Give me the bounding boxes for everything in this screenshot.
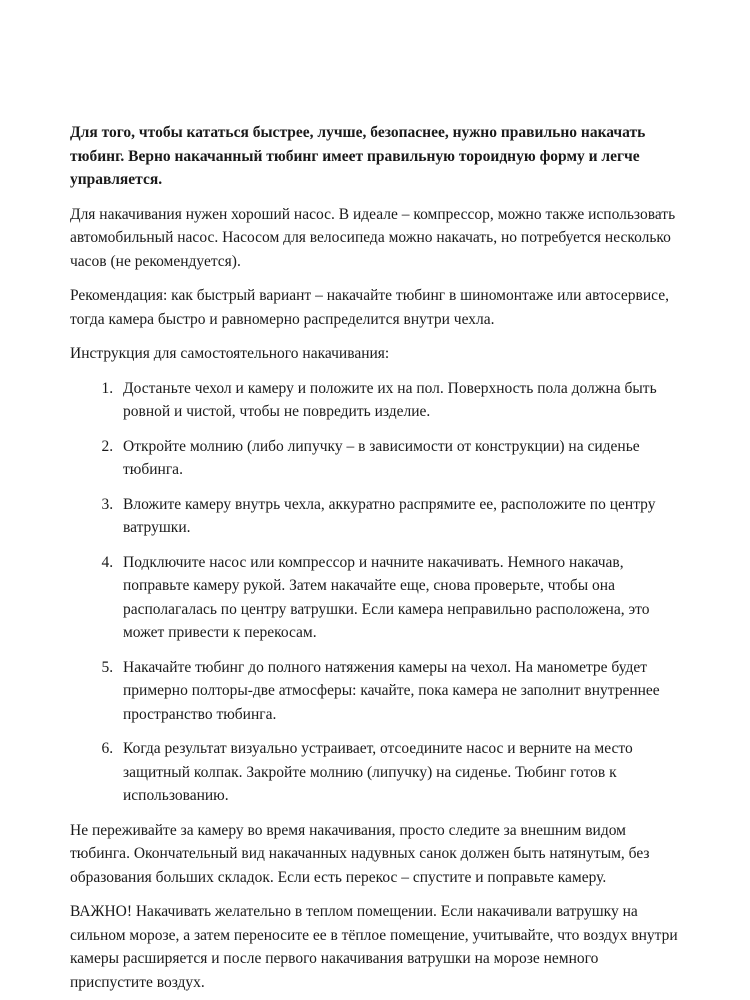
instruction-step-6: 6. Когда результат визуально устраивает, отсоедините насос и верните на место защитный колпак. Закройте молнию (липучку) на сиденье. Тюбинг готов к использованию. <box>117 737 684 808</box>
instruction-steps-list <box>70 377 684 808</box>
instruction-step-4: 4. Подключите насос или компрессор и начните накачивать. Немного накачав, поправьте камеру рукой. Затем накачайте еще, снова проверьте, чтобы она располагалась по центру ватрушки. Если камера неправильно расположена, это может привести к перекосам. <box>117 551 684 645</box>
document-body <box>70 121 684 994</box>
instruction-step-2: 2. Откройте молнию (либо липучку – в зависимости от конструкции) на сиденье тюбинга. <box>117 435 684 482</box>
instructions-heading: Инструкция для самостоятельного накачивания: <box>70 345 390 362</box>
instruction-step-1: 1. Достаньте чехол и камеру и положите их на пол. Поверхность пола должна быть ровной и чистой, чтобы не повредить изделие. <box>117 377 684 424</box>
important-paragraph: ВАЖНО! Накачивать желательно в теплом помещении. Если накачивали ватрушку на сильном морозе, а затем переносите ее в тёплое помещение, учитывайте, что воздух внутри камеры расширяется и после первого накачивания ватрушки на морозе немного приспустите воздух. <box>70 903 678 991</box>
pump-paragraph: Для накачивания нужен хороший насос. В идеале – компрессор, можно также использовать автомобильный насос. Насосом для велосипеда можно накачать, но потребуется несколько часов (не рекомендуется). <box>70 205 676 270</box>
recommendation-paragraph: Рекомендация: как быстрый вариант – накачайте тюбинг в шиномонтаже или автосервисе, тогда камера быстро и равномерно распределится внутри чехла. <box>70 287 669 328</box>
intro-paragraph: Для того, чтобы кататься быстрее, лучше, безопаснее, нужно правильно накачать тюбинг. Верно накачанный тюбинг имеет правильную тороидную форму и легче управляется. <box>70 124 646 188</box>
instruction-step-5: 5. Накачайте тюбинг до полного натяжения камеры на чехол. На манометре будет примерно полторы-две атмосферы: качайте, пока камера не заполнит внутреннее пространство тюбинга. <box>117 656 684 727</box>
instruction-step-3: 3. Вложите камеру внутрь чехла, аккуратно распрямите ее, расположите по центру ватрушки. <box>117 493 684 540</box>
dont-worry-paragraph: Не переживайте за камеру во время накачивания, просто следите за внешним видом тюбинга. Окончательный вид накачанных надувных санок должен быть натянутым, без образования больших складок. Если есть перекос – спустите и поправьте камеру. <box>70 821 650 886</box>
